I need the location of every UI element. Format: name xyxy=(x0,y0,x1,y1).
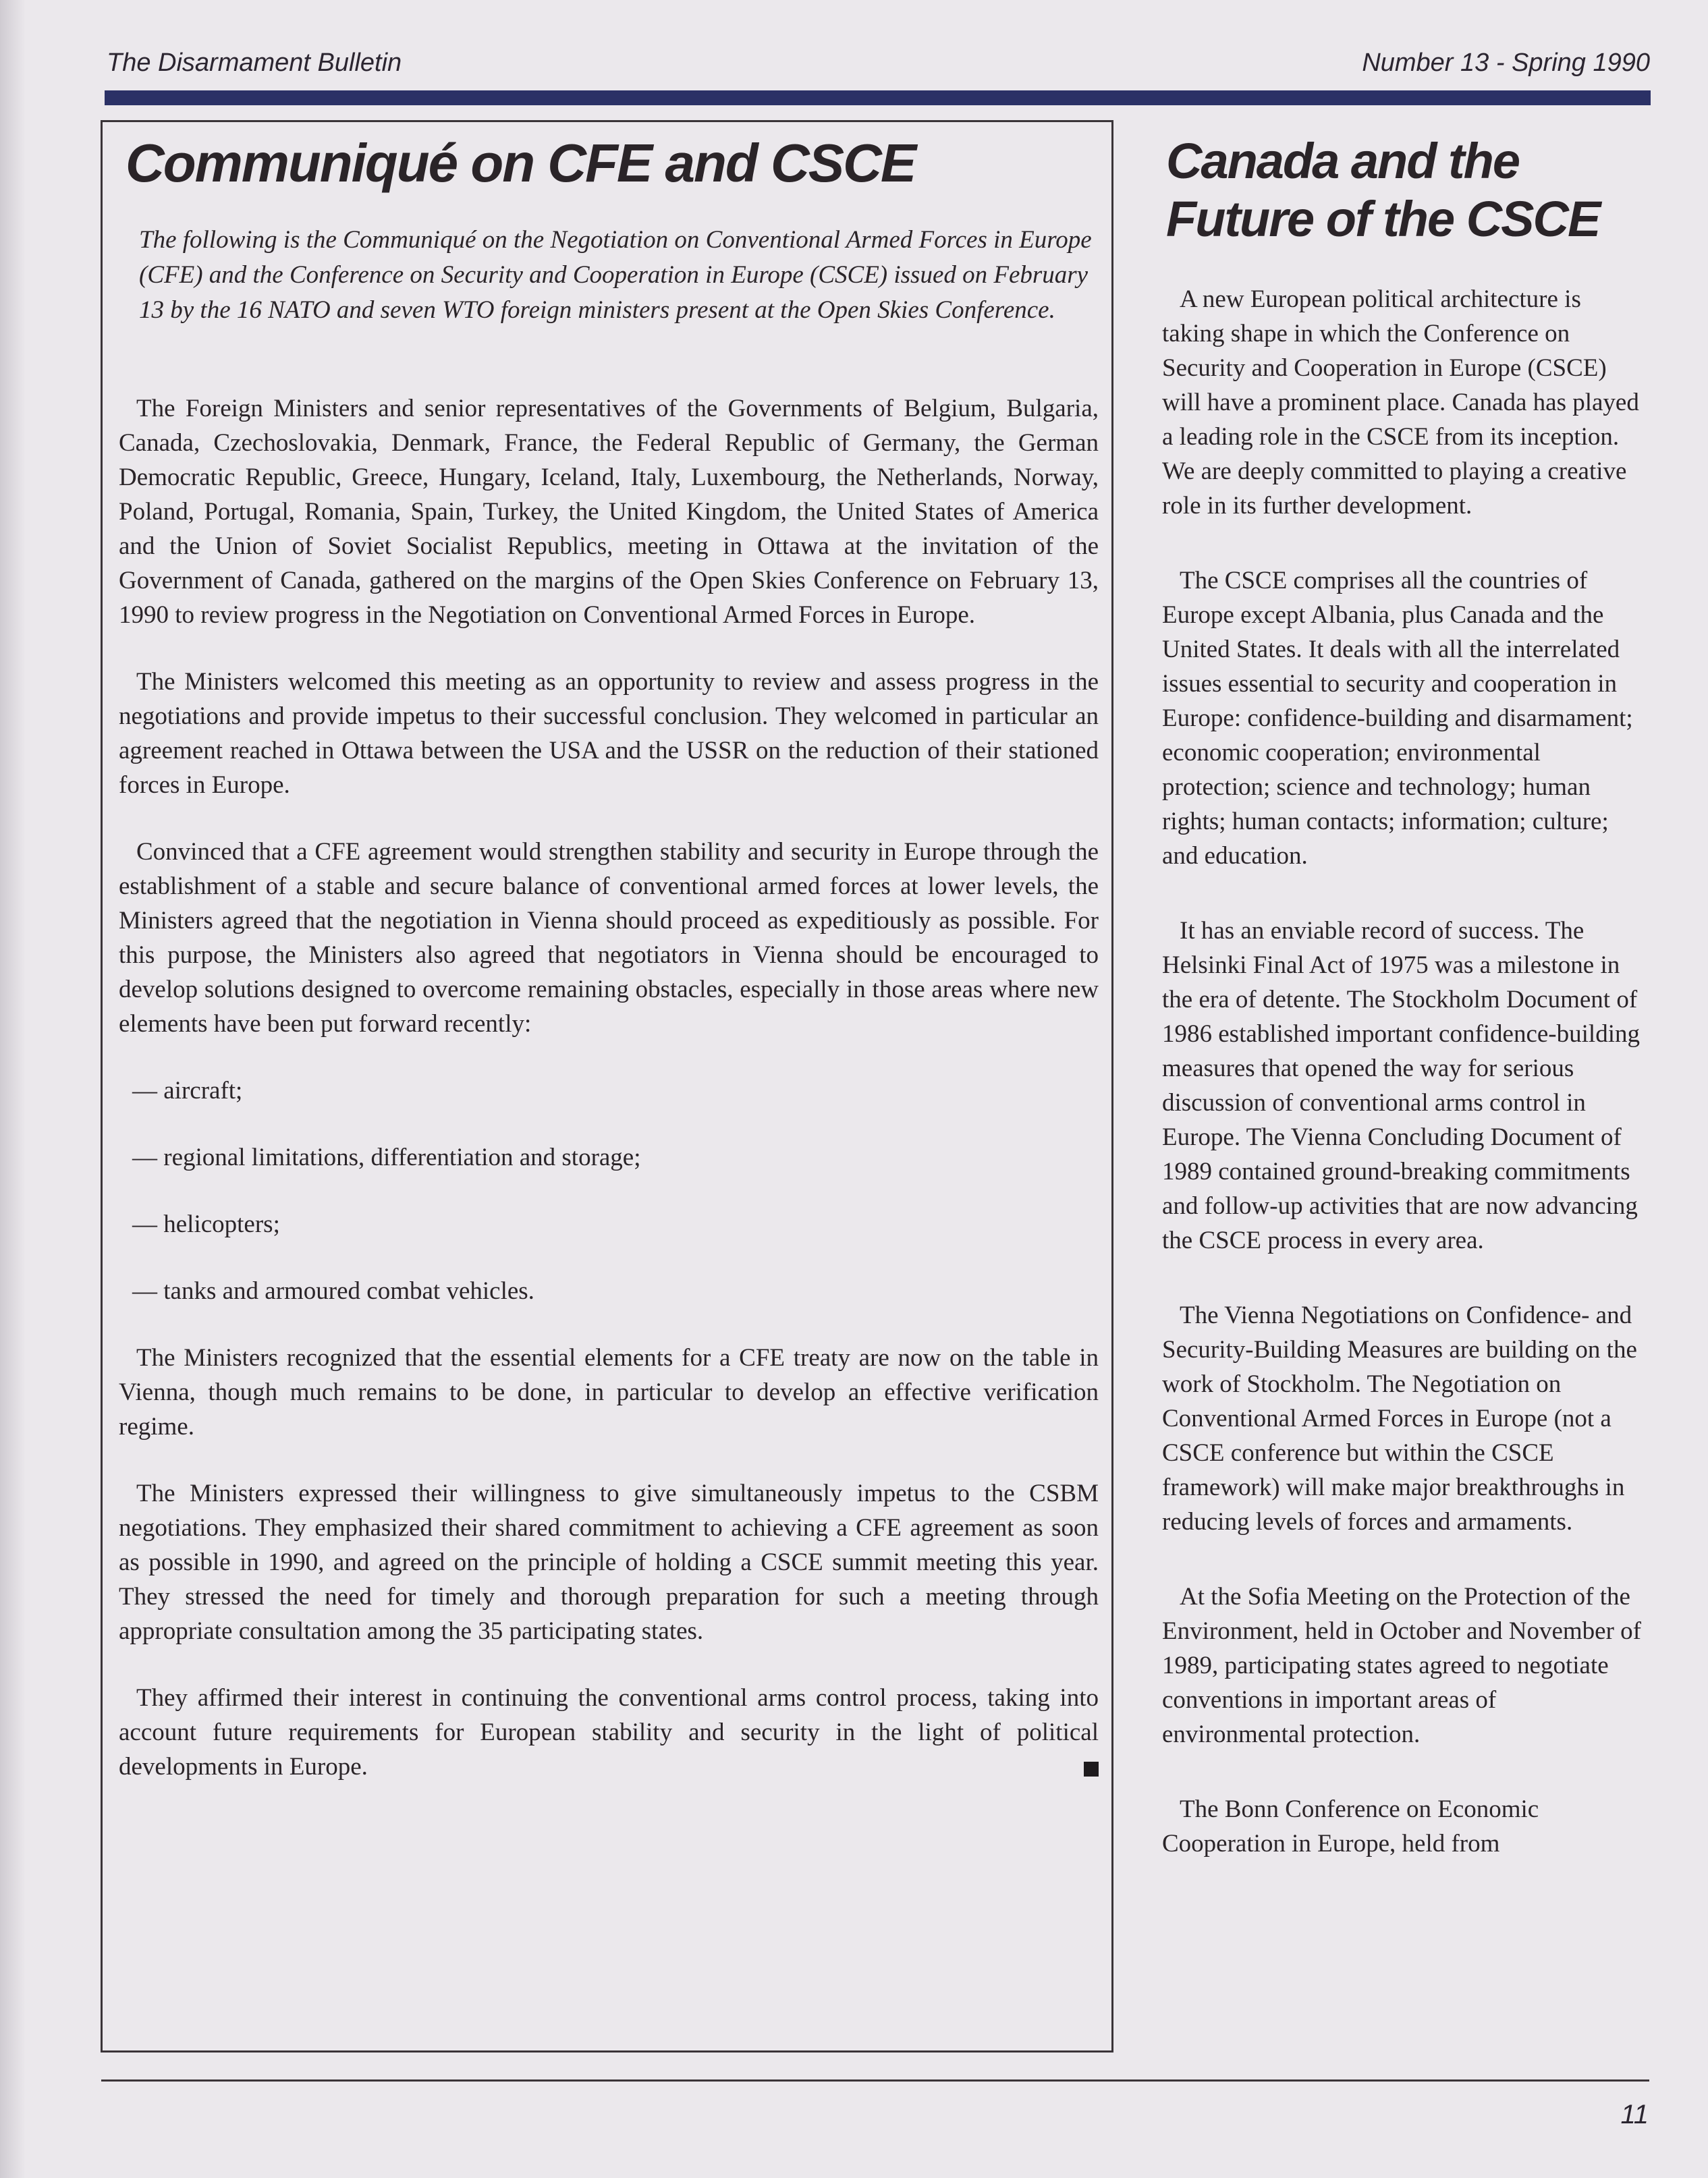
communique-paragraph: The Ministers recognized that the essential elements for a CFE treaty are now on the table in Vienna, though much remains to be done, in particular to develop an effective verification regime. xyxy=(119,1344,1099,1441)
footer-rule xyxy=(101,2079,1649,2082)
publication-title: The Disarmament Bulletin xyxy=(107,49,402,77)
csce-paragraph: The Vienna Negotiations on Confidence- and Security-Building Measures are building on the work of Stockholm. The Negotiation on Conventional Armed Forces in Europe (not a CSCE conference but within the CSCE framework) will make major breakthroughs in reducing levels of forces and armaments. xyxy=(1162,1302,1637,1536)
page-number: 11 xyxy=(1620,2100,1649,2129)
csce-article-body xyxy=(1162,282,1641,1901)
communique-final-text: They affirmed their interest in continuing the conventional arms control process, taking into account future requirements for European stability and security in the light of political developments in Europe. xyxy=(119,1684,1099,1781)
end-of-article-mark xyxy=(1084,1762,1099,1777)
issue-label: Number 13 - Spring 1990 xyxy=(1362,49,1650,77)
header-rule xyxy=(105,90,1651,105)
communique-final-paragraph xyxy=(119,1681,1099,1784)
communique-paragraph: Convinced that a CFE agreement would strengthen stability and security in Europe through the establishment of a stable and secure balance of conventional armed forces at lower levels, the Ministers agreed that the negotiation in Vienna should proceed as expeditiously as possible. For this purpose, the Ministers also agreed that negotiators in Vienna should be encouraged to develop solutions designed to overcome remaining obstacles, especially in those areas where new elements have been put forward recently: xyxy=(119,838,1099,1038)
list-item: — regional limitations, differentiation and storage; xyxy=(132,1144,641,1171)
communique-body xyxy=(119,391,1099,1816)
csce-article-title: Canada and the Future of the CSCE xyxy=(1166,133,1600,247)
csce-paragraph: At the Sofia Meeting on the Protection of the Environment, held in October and November of 1989, participating states agreed to negotiate conventions in important areas of environmental protection. xyxy=(1162,1583,1641,1748)
list-item: — helicopters; xyxy=(132,1210,280,1238)
csce-paragraph: A new European political architecture is taking shape in which the Conference on Security and Cooperation in Europe (CSCE) will have a prominent place. Canada has played a leading role in the CSCE from its inception. We are deeply committed to playing a creative role in its further development. xyxy=(1162,285,1639,520)
communique-title: Communiqué on CFE and CSCE xyxy=(126,133,916,193)
communique-paragraph: The Ministers expressed their willingness to give simultaneously impetus to the CSBM negotiations. They emphasized their shared commitment to achieving a CFE agreement as soon as possible in 1990, and agreed on the principle of holding a CSCE summit meeting this year. They stressed the need for timely and thorough preparation for such a meeting through appropriate consultation among the 35 participating states. xyxy=(119,1480,1099,1645)
csce-paragraph: The Bonn Conference on Economic Cooperation in Europe, held from xyxy=(1162,1795,1539,1858)
page-binding-shadow xyxy=(0,0,26,2178)
list-item: — aircraft; xyxy=(132,1077,243,1105)
csce-paragraph: It has an enviable record of success. The Helsinki Final Act of 1975 was a milestone in the era of detente. The Stockholm Document of 1986 established important confidence-building measures that opened the way for serious discussion of conventional arms control in Europe. The Vienna Concluding Document of 1989 contained ground-breaking commitments and follow-up activities that are now advancing the CSCE process in every area. xyxy=(1162,917,1640,1254)
communique-intro: The following is the Communiqué on the Negotiation on Conventional Armed Forces in Europe (CFE) and the Conference on Security and Cooperation in Europe (CSCE) issued on February 13 by the 16 NATO and seven WTO foreign ministers present at the Open Skies Conference. xyxy=(139,226,1092,324)
communique-paragraph: The Foreign Ministers and senior representatives of the Governments of Belgium, Bulgaria, Canada, Czechoslovakia, Denmark, France, the Federal Republic of Germany, the German Democratic Republic, Greece, Hungary, Iceland, Italy, Luxembourg, the Netherlands, Norway, Poland, Portugal, Romania, Spain, Turkey, the United Kingdom, the United States of America and the Union of Soviet Socialist Republics, meeting in Ottawa at the invitation of the Government of Canada, gathered on the margins of the Open Skies Conference on February 13, 1990 to review progress in the Negotiation on Conventional Armed Forces in Europe. xyxy=(119,395,1099,629)
csce-paragraph: The CSCE comprises all the countries of Europe except Albania, plus Canada and the United States. It deals with all the interrelated issues essential to security and cooperation in Europe: confidence-building and disarmament; economic cooperation; environmental protection; science and technology; human rights; human contacts; information; culture; and education. xyxy=(1162,567,1633,870)
communique-paragraph: The Ministers welcomed this meeting as an opportunity to review and assess progress in the negotiations and provide impetus to their successful conclusion. They welcomed in particular an agreement reached in Ottawa between the USA and the USSR on the reduction of their stationed forces in Europe. xyxy=(119,668,1099,799)
list-item: — tanks and armoured combat vehicles. xyxy=(132,1277,534,1305)
